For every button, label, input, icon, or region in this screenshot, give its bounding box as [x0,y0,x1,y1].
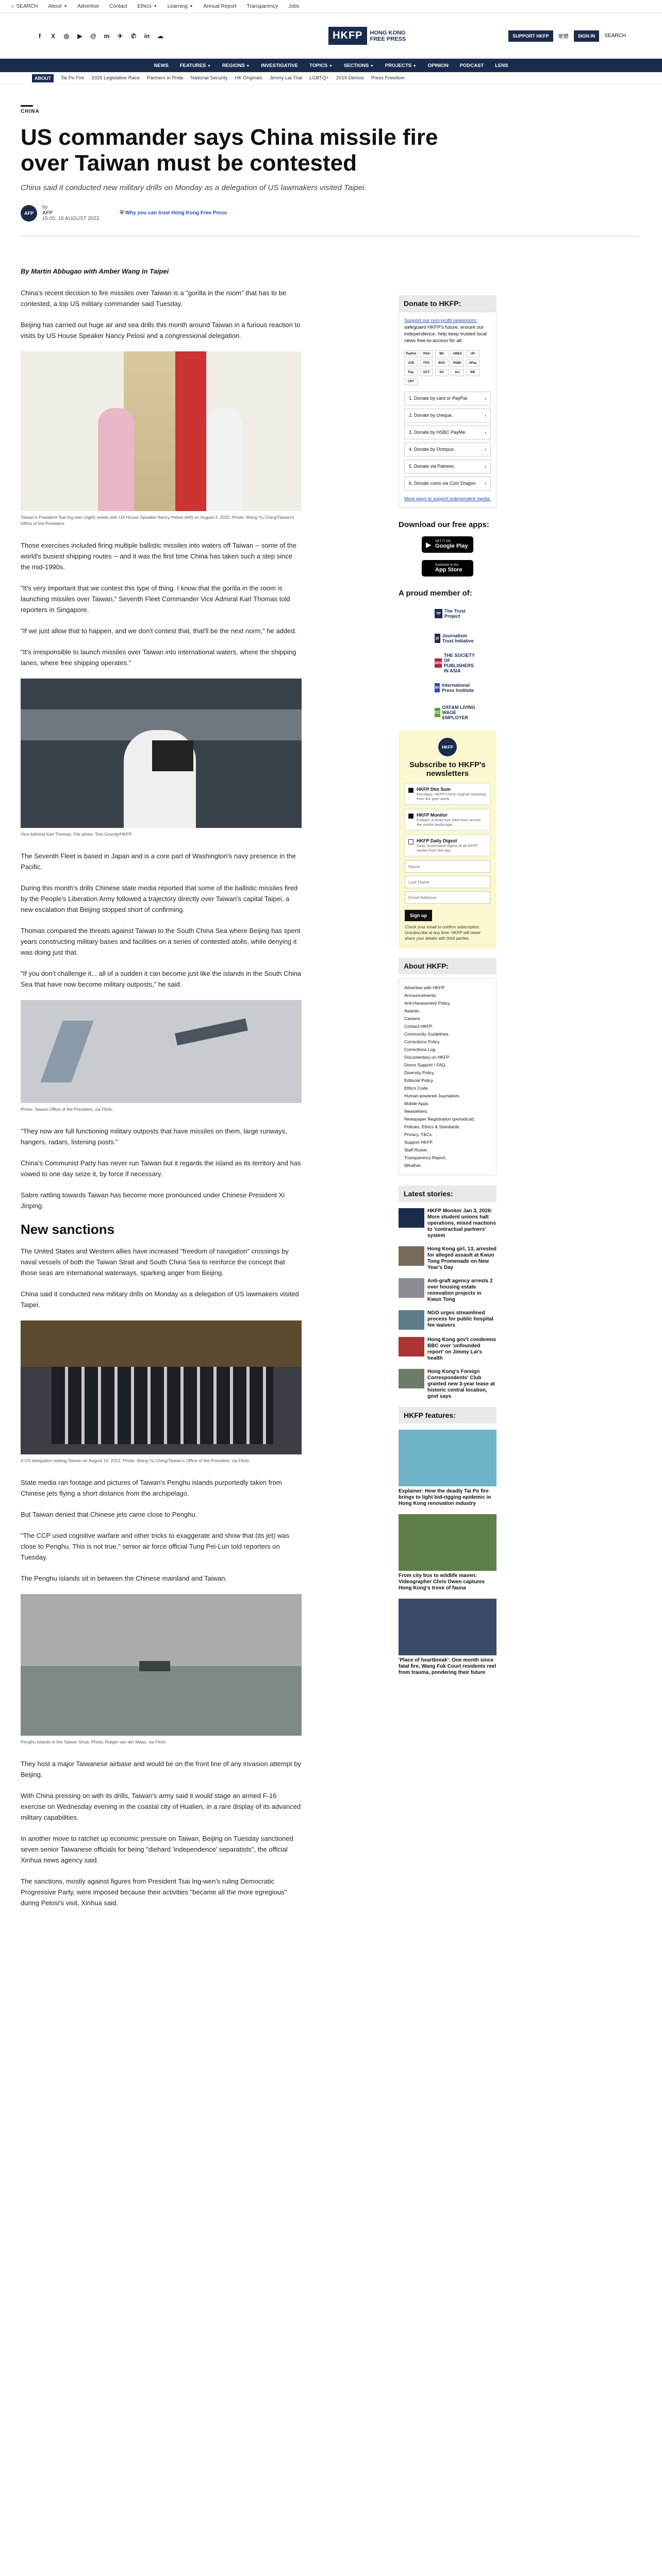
feature-card[interactable]: From city bus to wildlife maven: Videographer Chris Owen captures Hong Kong's trove of fauna [399,1514,496,1591]
sign-up-button[interactable]: Sign up [405,910,432,921]
chevron-down-icon: ▼ [328,64,333,68]
payment-icon: VISA [420,350,433,358]
latest-story[interactable]: Hong Kong girl, 13, arrested for alleged assault at Kwun Tong Promenade on New Year's Day [399,1246,496,1271]
whatsapp-icon[interactable]: ✆ [130,32,137,40]
about-links [399,978,496,1175]
about-link[interactable]: Contact HKFP. [404,1024,433,1029]
sopa-icon: SPA [435,658,442,668]
article-subtitle: China said it conducted new military drills on Monday as a delegation of US lawmakers visited Taipei. [21,183,367,192]
story-thumbnail [399,1278,424,1298]
feature-card[interactable]: 'Place of heartbreak': One month since fatal fire, Wang Fuk Court residents reel from trauma, pondering their future [399,1599,496,1676]
hkfp-features [399,1407,496,1676]
search-icon: ⌕ [11,4,14,9]
linkedin-icon[interactable]: in [144,32,150,40]
member-logo[interactable]: TP The Trust Project [435,605,476,622]
about-link[interactable]: Staff Roster. [404,1147,428,1153]
jti-icon: jti [435,634,440,643]
nav-features[interactable]: FEATURES ▼ [179,62,211,69]
story-thumbnail [399,1208,424,1228]
paragraph: They host a major Taiwanese airbase and would be on the front line of any invasion attempt by Beijing. [21,1760,301,1778]
facebook-icon[interactable]: f [39,32,41,40]
about-link[interactable]: Corrections Policy. [404,1039,441,1044]
support-button[interactable]: SUPPORT HKFP [508,30,553,42]
app-store-button[interactable]: Download on the App Store [422,560,473,577]
payment-icon: JCB [404,360,418,367]
paragraph: The United States and Western allies have increased "freedom of navigation" crossings by naval vessels of both the Taiwan Strait and South China Sea to reinforce the concept that those seas are international waterways, sparking anger from Beijing. [21,1247,289,1277]
paragraph: Thomas compared the threats against Taiwan to the South China Sea where Beijing has spent years constructing military bases and facilities on a series of contested atolls, while denying it was doing just that. [21,927,301,956]
nav-news[interactable]: NEWS [154,62,169,69]
site-logo[interactable]: HKFP HONG KONG FREE PRESS [328,27,406,45]
paragraph: State media ran footage and pictures of Taiwan's Penghu islands purportedly taken from Chinese jets flying a short distance from the archipelago. [21,1479,282,1497]
checkbox[interactable] [408,839,413,844]
about-link[interactable]: Community Guidelines. [404,1031,450,1037]
member-logo[interactable]: OC OXFAM LIVING WAGE EMPLOYER [435,705,476,720]
paragraph: With China pressing on with its drills, Taiwan's army said it would stage an armed F-16 exercise on Wednesday evening in the coastal city of Hualien, in a rare display of its advanced military capabilities. [21,1792,301,1821]
chevron-down-icon: ▼ [63,5,68,8]
paragraph: "If we just allow that to happen, and we don't contest that, that'll be the next norm," he added. [21,627,297,635]
nav-sections[interactable]: SECTIONS ▼ [343,62,374,69]
article-category[interactable]: CHINA [21,109,40,114]
about-link[interactable]: Newsletters. [404,1109,428,1114]
utility-annual-report-link[interactable]: Annual Report [203,4,237,9]
chevron-right-icon: › [485,447,486,452]
chevron-right-icon: › [485,396,486,401]
article-body [21,247,302,1919]
latest-heading: Latest stories: [399,1185,496,1202]
chevron-down-icon: ▼ [370,64,374,68]
oxfam-icon: OC [435,708,440,717]
donate-option[interactable]: 6. Donate coins via Coin Dragon. › [404,477,491,490]
trending-bar [0,72,662,84]
paragraph: "It's irresponsible to launch missiles over Taiwan into international waters, where the shipping lanes, where free shipping operates." [21,648,296,667]
utility-bar [0,0,662,13]
latest-story[interactable]: HKFP Monitor Jan 3, 2026: More student unions halt operations, mixed reactions to 'contractual partners' system [399,1208,496,1239]
trending-item[interactable]: HK Originals [235,75,262,81]
photo-jets[interactable] [21,1000,302,1103]
about-link[interactable]: Human-powered Journalism. [404,1093,460,1098]
payment-icon: MC [435,350,449,358]
newsletter-title: Subscribe to HKFP's newsletters [409,760,486,778]
chevron-right-icon: › [485,464,486,469]
paragraph: "The CCP used cognitive warfare and other tricks to exaggerate and show that (its jet) was close to Penghu. This is not true," senior air force official Tung Pei-Lun told reporters on Tuesday. [21,1532,290,1561]
newsletter-option[interactable]: HKFP Daily Digest Daily: Automated digest of all HKFP stories from the day. [405,835,490,856]
latest-story[interactable]: Hong Kong gov't condemns BBC over 'unfounded report' on Jimmy Lai's health [399,1337,496,1362]
last-name-input[interactable] [405,876,490,888]
newsletter-option[interactable]: HKFP Dim Sum Mondays: HKFP's best original reporting from the past week. [405,783,490,805]
nav-opinion[interactable]: OPINION [427,62,449,69]
instagram-icon[interactable]: ◎ [63,32,70,40]
utility-advertise-link[interactable]: Advertise [77,4,100,9]
about-link[interactable]: Privacy, T&Cs. [404,1132,433,1137]
paragraph: The Seventh Fleet is based in Japan and is a core part of Washington's navy presence in the Pacific. [21,852,296,871]
trust-link[interactable]: ⛨ Why you can trust Hong Kong Free Press [120,210,227,216]
youtube-icon[interactable]: ▶ [77,32,82,40]
payment-icon: HSBC [451,360,464,367]
about-link[interactable]: Diversity Policy. [404,1070,435,1075]
payment-icon: Pay [404,369,418,376]
about-link[interactable]: Anti-Harassment Policy. [404,1001,451,1006]
logo-mark: HKFP [328,27,367,45]
paragraph: The sanctions, mostly against figures from President Tsai Ing-wen's ruling Democratic Progressive Party, were imposed because their activities "became all the more egregious" during Pelosi's visit, Xinhua said. [21,1877,287,1907]
social-links [36,32,164,40]
utility-jobs-link[interactable]: Jobs [288,4,300,9]
donate-option[interactable]: 1. Donate by card or PayPal. › [404,392,491,405]
paragraph: China's Communist Party has never run Taiwan but it regards the island as its territory and has vowed to one day seize it, by force if necessary. [21,1159,301,1178]
photo-penghu[interactable] [21,1594,302,1736]
payment-icon: DC [435,369,449,376]
newsletter-option[interactable]: HKFP Monitor Fridays: A birds-eye view from across the media landscape. [405,809,490,831]
article-title: US commander says China missile fire over Taiwan must be contested [21,125,438,176]
chevron-down-icon: ▼ [153,5,157,8]
article-header [0,84,662,222]
photo-caption: A US delegation visiting Taiwan on August 15, 2022. Photo: Wang Yu Ching/Taiwan's Office of the President, via Flickr. [21,1458,250,1463]
feature-image [399,1599,496,1655]
member-logo[interactable]: jti Journalism Trust Initiative [435,630,476,647]
shield-icon: ⛨ [120,210,124,216]
trending-item[interactable]: LGBTQ+ [309,75,329,81]
about-link[interactable]: Support HKFP. [404,1140,434,1145]
more-ways-link[interactable]: More ways to support independent media. [404,496,491,501]
header-search-link[interactable]: SEARCH [604,33,626,39]
byline-source[interactable]: AFP [42,210,53,216]
paragraph: China's recent decision to fire missiles over Taiwan is a "gorilla in the room" that has to be contested, a top US military commander said Tuesday. [21,289,287,308]
payment-icon: FPS [420,360,433,367]
payment-icon: BOC [435,360,449,367]
latest-stories [399,1185,496,1400]
chevron-down-icon: ▼ [246,64,250,68]
section-heading: New sanctions [21,1222,115,1237]
trending-item[interactable]: Jimmy Lai Trial [269,75,303,81]
email-input[interactable] [405,891,490,904]
chevron-right-icon: › [485,413,486,418]
chevron-down-icon: ▼ [207,64,211,68]
telegram-icon[interactable]: ✈ [117,32,123,40]
payment-icon: UP [466,350,479,358]
latest-story[interactable]: Anti-graft agency arrests 2 over housing estate renovation projects in Kwun Tong [399,1278,496,1303]
apps-heading: Download our free apps: [399,520,489,529]
donate-option[interactable]: 5. Donate via Patreon. › [404,460,491,473]
member-logo[interactable]: SPA THE SOCIETY OF PUBLISHERS IN ASIA [435,653,475,673]
ipi-icon: IPI [435,683,440,692]
newsletter-logo-icon: HKFP [438,738,457,756]
main-nav [0,59,662,72]
about-link[interactable]: Corrections Log. [404,1047,437,1052]
donate-link[interactable]: Support our non-profit newsroom: [404,318,477,324]
nav-regions[interactable]: REGIONS ▼ [222,62,250,69]
trending-item[interactable]: 2019 Demos [336,75,364,81]
trending-item[interactable]: Press Freedom [371,75,405,81]
nav-podcast[interactable]: PODCAST [459,62,484,69]
paragraph: Sabre rattling towards Taiwan has become more pronounced under Chinese President Xi Jinping. [21,1191,285,1210]
feature-card[interactable]: Explainer: How the deadly Tai Po fire brings to light bid-rigging epidemic in Hong Kong renovation industry [399,1430,496,1507]
paragraph: Beijing has carried out huge air and sea drills this month around Taiwan in a furious reaction to visits by US House Speaker Nancy Pelosi and a congressional delegation. [21,321,301,340]
photo-karl-thomas[interactable] [21,679,302,828]
about-heading: About HKFP: [399,958,496,974]
chevron-right-icon: › [485,481,486,486]
paragraph: In another move to ratchet up economic pressure on Taiwan, Beijing on Tuesday sanctioned seven senior Taiwanese officials for being "diehard 'independence' separatists", the official Xinhua news agency said. [21,1835,293,1864]
newsletter-note: Check your email to confirm subscription. Unsubscribe at any time. HKFP will never share your details with third parties. [405,925,481,941]
trending-item[interactable]: Tai Po Fire [61,75,85,81]
site-header [0,13,662,59]
story-thumbnail [399,1369,424,1388]
payment-icon: ALI [451,369,464,376]
about-link[interactable]: Advertise with HKFP. [404,985,445,990]
trending-label: ABOUT [32,74,54,82]
paragraph: During this month's drills Chinese state media reported that some of the ballistic missiles fired by the People's Liberation Army followed a trajectory directly over Taiwan's capital Taipei, a new escalation that Beijing stopped short of confirming. [21,884,298,913]
photo-caption: Taiwan's President Tsai Ing-wen (right) meets with US House Speaker Nancy Pelosi (left) on August 3, 2022. Photo: Wang Yu Ching/Taiwan's Office of the President. [21,515,294,526]
latest-story[interactable]: Hong Kong's Foreign Correspondents' Club granted new 3-year lease at historic central location, govt says [399,1369,496,1400]
photo-caption: Photo: Taiwan Office of the President, via Flickr. [21,1107,113,1112]
threads-icon[interactable]: @ [90,32,96,40]
kicker-bar [21,105,33,107]
story-thumbnail [399,1310,424,1330]
about-link[interactable]: Documentary on HKFP. [404,1055,450,1060]
donate-option[interactable]: 3. Donate by HSBC PayMe. › [404,426,491,439]
about-link[interactable]: Editorial Policy. [404,1078,434,1083]
sign-in-button[interactable]: SIGN IN [574,30,600,42]
chevron-right-icon: › [485,430,486,435]
donate-option[interactable]: 2. Donate by cheque. › [404,409,491,422]
feature-image [399,1430,496,1486]
payment-icon: OCT [420,369,433,376]
donate-box: Support our non-profit newsroom: safeguard HKFP's future, ensure our independence, help keep trusted local news free-to-access for all. PayPal VISA MC AMEX UP JCB FPS BOC HSBC GPay Pay OCT DC ALI WE CRY 1. Donate by card or PayPal. › 2. Donate by cheque. › 3. Donate by HSBC PayMe. › 4. Donate by Octopus. › 5. Donate via Patreon. › 6. Donate coins via Coin Dragon. › More ways to support independent media. [399,312,496,508]
paragraph: "If you don't challenge it... all of a sudden it can become just like the islands in the South China Sea that have now become military outposts," he said. [21,970,302,988]
paragraph: Those exercises included firing multiple ballistic missiles into waters off Taiwan -- some of the world's busiest shipping routes -- and it was the first time China has taken such a step since the mid-1990s. [21,541,296,571]
paragraph: The Penghu islands sit in between the Chinese mainland and Taiwan. [21,1574,227,1582]
chevron-down-icon: ▼ [189,5,193,8]
utility-transparency-link[interactable]: Transparency [246,4,278,9]
about-link[interactable]: Donor Support / FAQ. [404,1062,446,1067]
nav-lens[interactable]: LENS [495,62,508,69]
photo-us-delegation[interactable] [21,1320,302,1454]
payment-icon: CRY [404,378,418,385]
trust-project-icon: TP [435,609,442,618]
payment-icon: AMEX [451,350,464,358]
story-thumbnail [399,1337,424,1357]
about-link[interactable]: Weather. [404,1163,422,1168]
about-link[interactable]: Transparency Report. [404,1155,446,1160]
trending-item[interactable]: 2025 Legislative Race [91,75,140,81]
feature-image [399,1514,496,1571]
bluesky-icon[interactable]: ☁ [157,32,163,40]
about-link[interactable]: Announcements. [404,993,437,998]
paragraph: But Taiwan denied that Chinese jets came close to Penghu. [21,1511,197,1518]
latest-story[interactable]: NGO urges streamlined process for public hospital fee waivers [399,1310,496,1330]
checkbox[interactable] [408,814,413,819]
x-icon[interactable]: X [51,32,55,40]
story-thumbnail [399,1246,424,1266]
chevron-down-icon: ▼ [412,64,417,68]
paragraph: "It's very important that we contest this type of thing. I know that the gorilla in the room is launching missiles over Taiwan," Seventh Fleet Commander Vice Admiral Karl Thomas told reporters in Singapore. [21,584,290,614]
paragraph: "They now are full functioning military outposts that have missiles on them, large runways, hangers, radars, listening posts." [21,1127,287,1146]
payment-icon: GPay [466,360,479,367]
donate-heading: Donate to HKFP: [399,295,496,312]
trending-item[interactable]: National Security [190,75,228,81]
payment-methods [404,350,491,385]
newsletter-box [399,731,496,948]
first-name-input[interactable] [405,860,490,873]
trending-item[interactable]: Partners in Pride [146,75,184,81]
about-link[interactable]: Newspaper Registration (periodical). [404,1116,475,1122]
payment-icon: PayPal [404,350,418,358]
checkbox[interactable] [408,788,413,793]
utility-ethics-link[interactable]: Ethics ▼ [137,4,157,9]
payment-icon: WE [466,369,479,376]
utility-learning-link[interactable]: Learning ▼ [167,4,193,9]
author-avatar[interactable]: AFP [21,205,37,222]
features-heading: HKFP features: [399,1407,496,1423]
nav-investigative[interactable]: INVESTIGATIVE [261,62,298,69]
photo-pelosi-tsai[interactable] [21,351,302,511]
utility-contact-link[interactable]: Contact [109,4,127,9]
play-icon: ▶ [426,540,432,549]
about-link[interactable]: Careers. [404,1016,421,1021]
nav-projects[interactable]: PROJECTS ▼ [385,62,417,69]
photo-caption: Vice Admiral Karl Thomas. File photo: Tom Grundy/HKFP. [21,832,133,837]
donate-option[interactable]: 4. Donate by Octopus. › [404,443,491,456]
language-switch[interactable]: 繁體 [558,34,569,40]
article-author: By Martin Abbugao with Amber Wang in Taipei [21,267,169,275]
about-link[interactable]: Ethics Code. [404,1086,429,1091]
mastodon-icon[interactable]: m [104,32,110,40]
paragraph: China said it conducted new military drills on Monday as a delegation of US lawmakers visited Taipei. [21,1290,299,1309]
utility-about-link[interactable]: About ▼ [48,4,68,9]
article-date: 15:00, 16 AUGUST 2022 [42,216,100,222]
about-link[interactable]: Awards. [404,1008,420,1013]
about-link[interactable]: Mobile Apps. [404,1101,429,1106]
sidebar [399,295,496,1919]
member-heading: A proud member of: [399,589,472,598]
photo-caption: Penghu islands in the Taiwan Strait. Photo: Rutger van der Maas, via Flickr. [21,1739,167,1744]
byline: AFP by AFP 15:00, 16 AUGUST 2022 ⛨ Why you can trust Hong Kong Free Press [21,205,662,222]
about-link[interactable]: Policies, Ethics & Standards. [404,1124,460,1129]
member-logo[interactable]: IPI International Press Institute [435,683,474,693]
google-play-button[interactable]: ▶ GET IT ON Google Play [422,536,473,553]
utility-search-link[interactable]: ⌕ SEARCH [11,4,38,9]
nav-topics[interactable]: TOPICS ▼ [309,62,333,69]
